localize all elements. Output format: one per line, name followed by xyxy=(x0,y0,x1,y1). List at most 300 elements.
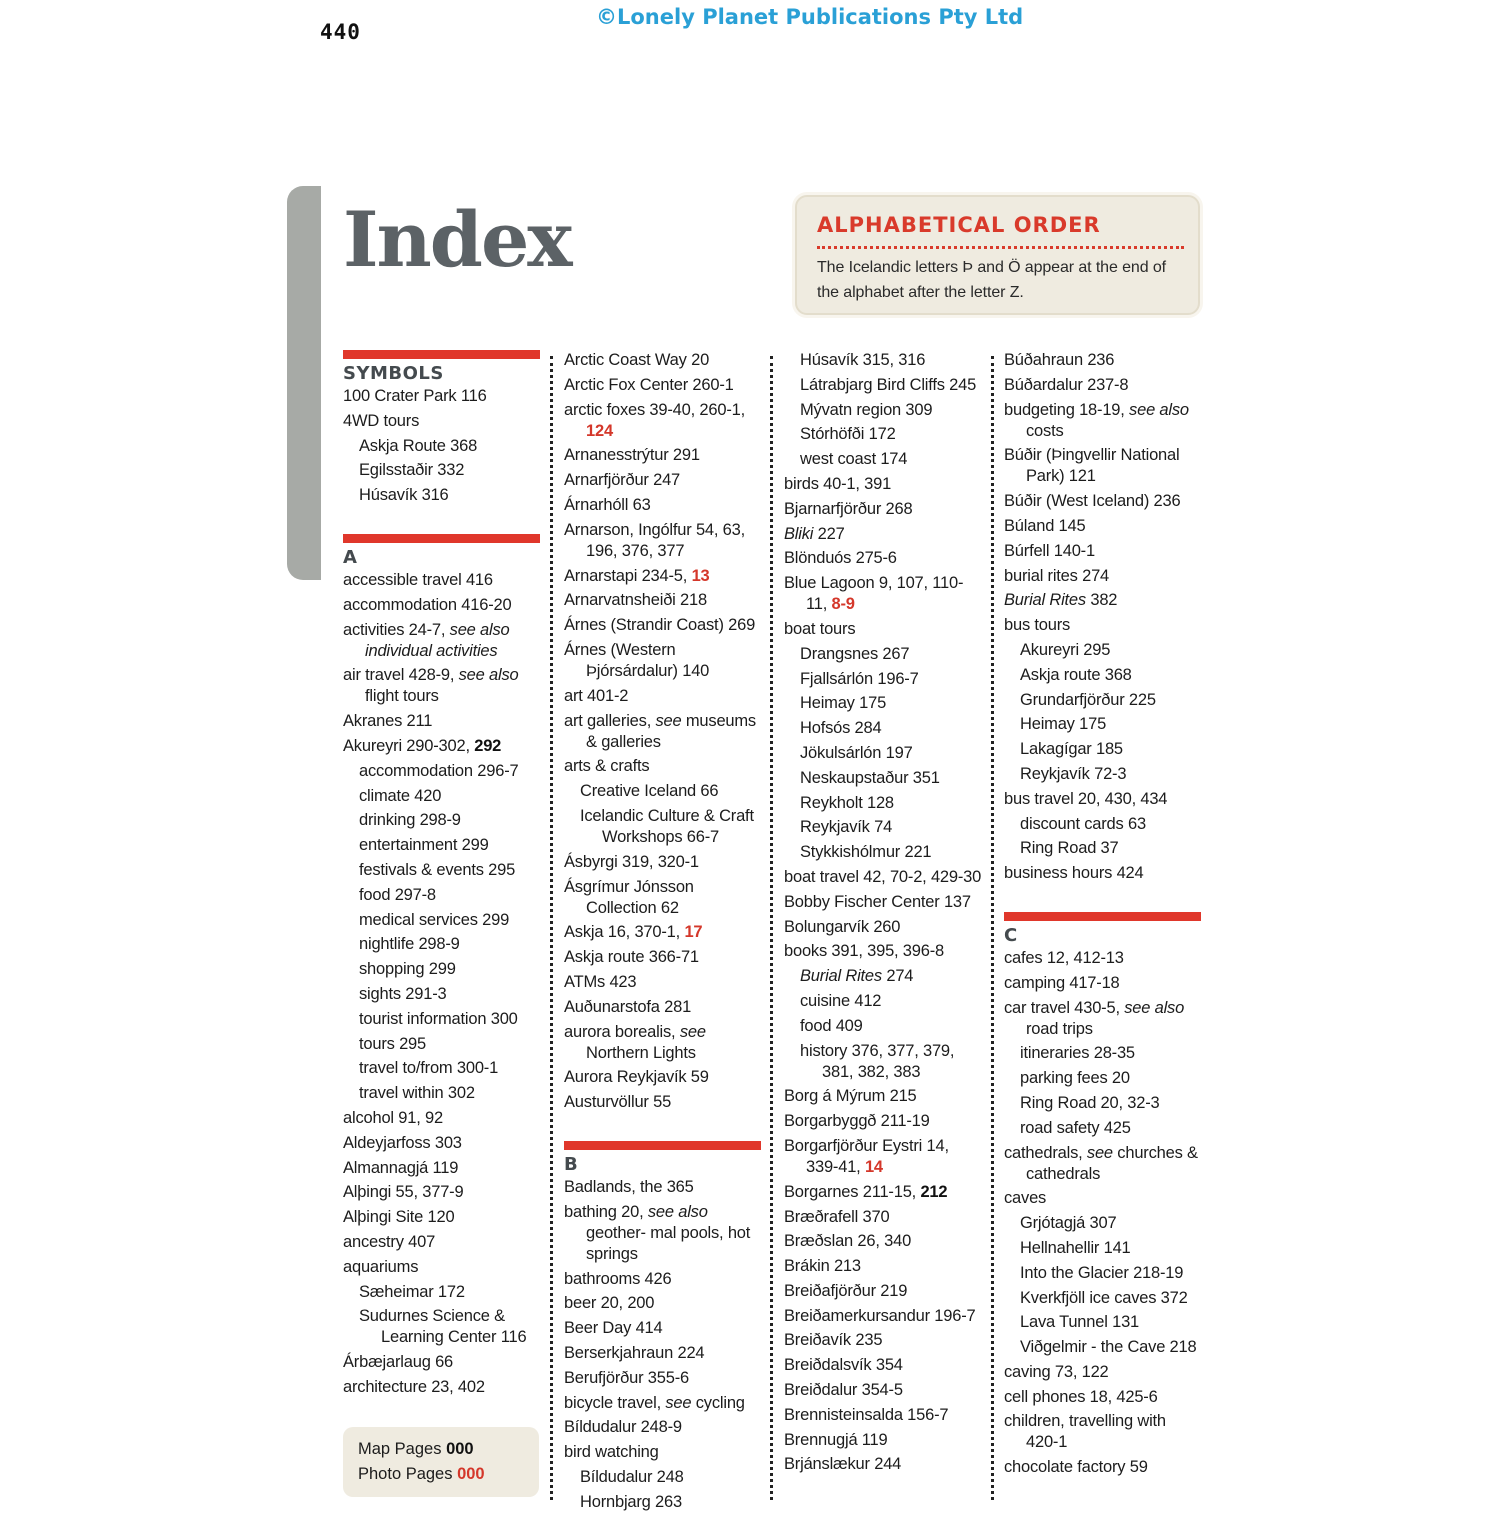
section-heading: A xyxy=(343,546,358,568)
entry-text: cuisine 412 xyxy=(800,991,882,1010)
photo-page-ref: 14 xyxy=(864,1157,883,1176)
index-subentry xyxy=(343,1009,540,1030)
map-page-ref: 212 xyxy=(920,1182,948,1201)
entry-text: birds 40-1, 391 xyxy=(784,474,892,493)
entry-text: Berufjörður 355-6 xyxy=(564,1368,690,1387)
index-subentry xyxy=(1004,838,1201,859)
map-page-ref: 292 xyxy=(474,736,502,755)
index-entry xyxy=(564,852,761,873)
index-entry xyxy=(564,1177,761,1198)
index-entry xyxy=(564,520,761,562)
entry-text: architecture 23, 402 xyxy=(343,1377,485,1396)
section-spacer xyxy=(564,1117,761,1141)
entry-text: Árnarhóll 63 xyxy=(564,495,651,514)
index-subentry xyxy=(1004,1263,1201,1284)
entry-text: Bliki xyxy=(784,524,814,543)
entry-text: food 409 xyxy=(800,1016,863,1035)
entry-text: bus travel 20, 430, 434 xyxy=(1004,789,1168,808)
index-subentry xyxy=(784,669,984,690)
entry-text: Grundarfjörður 225 xyxy=(1020,690,1156,709)
entry-text: Búðardalur 237-8 xyxy=(1004,375,1129,394)
index-subentry xyxy=(784,793,984,814)
entry-text: see also xyxy=(647,1202,708,1221)
index-entry xyxy=(343,665,540,707)
entry-text: road trips xyxy=(1026,1019,1093,1038)
entry-text: art 401-2 xyxy=(564,686,629,705)
entry-text: ancestry 407 xyxy=(343,1232,436,1251)
index-entry xyxy=(1004,615,1201,636)
index-subentry xyxy=(784,644,984,665)
index-subentry xyxy=(784,743,984,764)
index-entry xyxy=(564,997,761,1018)
index-entry xyxy=(1004,1411,1201,1453)
entry-text: museums & galleries xyxy=(586,711,756,751)
entry-text: Icelandic Culture & Craft Workshops 66-7 xyxy=(580,806,754,846)
entry-text: food 297-8 xyxy=(359,885,436,904)
index-entry xyxy=(1004,1457,1201,1478)
entry-text: churches & cathedrals xyxy=(1026,1143,1198,1183)
entry-text: aquariums xyxy=(343,1257,419,1276)
entry-text: Askja Route 368 xyxy=(359,436,478,455)
index-subentry xyxy=(343,984,540,1005)
index-column-3 xyxy=(784,350,984,1479)
index-subentry xyxy=(343,810,540,831)
index-entry xyxy=(564,375,761,396)
index-entry xyxy=(784,499,984,520)
index-subentry xyxy=(1004,690,1201,711)
entry-text: see also xyxy=(458,666,519,685)
entry-text: Stórhöfði 172 xyxy=(800,425,896,444)
entry-text: costs xyxy=(1026,421,1064,440)
index-entry xyxy=(564,1092,761,1113)
index-entry xyxy=(784,1306,984,1327)
index-subentry xyxy=(784,693,984,714)
entry-text: Blue Lagoon 9, 107, 110-11, xyxy=(784,574,964,614)
entry-text: Ring Road 20, 32-3 xyxy=(1020,1093,1160,1112)
entry-text: air travel 428-9, xyxy=(343,666,459,685)
index-subentry xyxy=(1004,1312,1201,1333)
entry-text: shopping 299 xyxy=(359,960,456,979)
index-subentry xyxy=(343,959,540,980)
entry-text: cathedrals, xyxy=(1004,1143,1087,1162)
column-divider xyxy=(770,356,773,1500)
index-entry xyxy=(1004,1143,1201,1185)
legend-map-label: Map Pages xyxy=(358,1440,447,1458)
entry-text: see also xyxy=(1129,400,1189,419)
entry-text: Ásgrímur Jónsson Collection 62 xyxy=(564,877,694,917)
entry-text: Búðir (West Iceland) 236 xyxy=(1004,492,1181,511)
entry-text: Creative Iceland 66 xyxy=(580,782,719,801)
entry-text: Arnarson, Ingólfur 54, 63, 196, 376, 377 xyxy=(564,520,745,560)
index-subentry xyxy=(343,934,540,955)
entry-text: Bíldudalur 248 xyxy=(580,1467,684,1486)
entry-text: Sudurnes Science & Learning Center 116 xyxy=(359,1307,527,1347)
entry-text: Lava Tunnel 131 xyxy=(1020,1313,1140,1332)
entry-text: Hellnahellir 141 xyxy=(1020,1238,1131,1257)
index-subentry xyxy=(1004,1093,1201,1114)
legend-photo-label: Photo Pages xyxy=(358,1465,458,1483)
entry-text: Kverkfjöll ice caves 372 xyxy=(1020,1288,1188,1307)
entry-text: Arctic Fox Center 260-1 xyxy=(564,375,734,394)
entry-text: 274 xyxy=(881,967,914,986)
copyright-notice: ©Lonely Planet Publications Pty Ltd xyxy=(596,5,1024,29)
index-entry xyxy=(564,640,761,682)
index-column-2 xyxy=(564,350,761,1516)
entry-text: Ring Road 37 xyxy=(1020,839,1119,858)
index-subentry xyxy=(1004,764,1201,785)
legend-map-pages xyxy=(358,1440,474,1459)
entry-text: Breiðamerkursandur 196-7 xyxy=(784,1306,976,1325)
index-subentry xyxy=(1004,714,1201,735)
index-entry xyxy=(784,524,984,545)
index-subentry xyxy=(343,885,540,906)
index-entry xyxy=(784,1086,984,1107)
entry-text: Húsavík 315, 316 xyxy=(800,351,926,369)
index-entry xyxy=(784,892,984,913)
index-subentry xyxy=(784,1041,984,1083)
index-entry xyxy=(784,1182,984,1203)
entry-text: parking fees 20 xyxy=(1020,1069,1130,1088)
index-entry xyxy=(564,590,761,611)
index-entry xyxy=(564,350,761,371)
entry-text: alcohol 91, 92 xyxy=(343,1108,443,1127)
index-entry xyxy=(1004,1188,1201,1209)
entry-text: itineraries 28-35 xyxy=(1020,1044,1135,1063)
index-entry xyxy=(343,1232,540,1253)
entry-text: Bræðrafell 370 xyxy=(784,1207,890,1226)
index-entry xyxy=(564,470,761,491)
chapter-side-tab xyxy=(287,186,321,580)
index-subentry xyxy=(343,1058,540,1079)
index-subentry xyxy=(784,991,984,1012)
entry-text: Arnarvatnsheiði 218 xyxy=(564,591,707,610)
entry-text: Aldeyjarfoss 303 xyxy=(343,1133,462,1152)
entry-text: Arctic Coast Way 20 xyxy=(564,351,710,369)
entry-text: tours 295 xyxy=(359,1034,426,1053)
entry-text: Borgarnes 211-15, xyxy=(784,1182,921,1201)
index-entry xyxy=(564,1269,761,1290)
entry-text: Látrabjarg Bird Cliffs 245 xyxy=(800,375,977,394)
index-entry xyxy=(784,573,984,615)
index-entry xyxy=(1004,541,1201,562)
entry-text: Askja 16, 370-1, xyxy=(564,923,685,942)
index-entry xyxy=(784,1405,984,1426)
entry-text: travel to/from 300-1 xyxy=(359,1059,499,1078)
index-entry xyxy=(564,1202,761,1265)
entry-text: Brennisteinsalda 156-7 xyxy=(784,1405,949,1424)
index-entry xyxy=(784,1207,984,1228)
entry-text: accessible travel 416 xyxy=(343,570,493,589)
entry-text: business hours 424 xyxy=(1004,864,1144,883)
index-entry xyxy=(784,1430,984,1451)
entry-text: road safety 425 xyxy=(1020,1118,1131,1137)
index-subentry xyxy=(1004,640,1201,661)
index-entry xyxy=(1004,375,1201,396)
entry-text: Breiðdalsvík 354 xyxy=(784,1356,903,1375)
index-subentry xyxy=(1004,665,1201,686)
index-subentry xyxy=(784,1016,984,1037)
index-entry xyxy=(343,1182,540,1203)
index-subentry xyxy=(784,842,984,863)
index-subentry xyxy=(564,806,761,848)
legend-photo-value: 000 xyxy=(457,1465,485,1483)
section-spacer xyxy=(343,510,540,534)
entry-text: bus tours xyxy=(1004,616,1071,635)
section-heading: SYMBOLS xyxy=(343,363,444,384)
index-subentry xyxy=(784,350,984,371)
index-subentry xyxy=(1004,1043,1201,1064)
entry-text: Heimay 175 xyxy=(1020,715,1107,734)
entry-text: history 376, 377, 379, 381, 382, 383 xyxy=(800,1041,955,1081)
page-type-legend xyxy=(343,1427,539,1497)
entry-text: arts & crafts xyxy=(564,757,650,776)
entry-text: entertainment 299 xyxy=(359,836,489,855)
entry-text: ATMs 423 xyxy=(564,972,637,991)
index-subentry xyxy=(784,424,984,445)
index-subentry xyxy=(784,966,984,987)
index-entry xyxy=(343,595,540,616)
entry-text: Breiðdalur 354-5 xyxy=(784,1381,903,1400)
index-entry xyxy=(564,1393,761,1414)
index-entry xyxy=(784,1380,984,1401)
section-heading: C xyxy=(1004,924,1018,946)
index-entry xyxy=(564,1022,761,1064)
index-subentry xyxy=(784,768,984,789)
index-subentry xyxy=(1004,1238,1201,1259)
entry-text: 4WD tours xyxy=(343,411,420,430)
index-entry xyxy=(343,1207,540,1228)
legend-map-value: 000 xyxy=(446,1440,474,1458)
entry-text: Fjallsárlón 196-7 xyxy=(800,669,919,688)
index-entry xyxy=(784,917,984,938)
index-entry xyxy=(784,619,984,640)
entry-text: see xyxy=(665,1393,692,1412)
entry-text: sights 291-3 xyxy=(359,984,447,1003)
entry-text: Grjótagjá 307 xyxy=(1020,1214,1117,1233)
index-entry xyxy=(1004,998,1201,1040)
section-heading: B xyxy=(564,1153,579,1175)
index-column-1 xyxy=(343,350,540,1402)
entry-text: camping 417-18 xyxy=(1004,973,1120,992)
entry-text: Breiðafjörður 219 xyxy=(784,1281,908,1300)
index-entry xyxy=(343,1158,540,1179)
entry-text: Akureyri 290-302, xyxy=(343,736,475,755)
entry-text: bathrooms 426 xyxy=(564,1269,672,1288)
index-entry xyxy=(343,736,540,757)
index-entry xyxy=(564,877,761,919)
index-subentry xyxy=(1004,1288,1201,1309)
entry-text: Reykholt 128 xyxy=(800,793,894,812)
index-subentry xyxy=(1004,1118,1201,1139)
entry-text: Árbæjarlaug 66 xyxy=(343,1353,454,1372)
entry-text: Arnarstapi 234-5, xyxy=(564,566,692,585)
entry-text: cafes 12, 412-13 xyxy=(1004,948,1124,967)
index-entry xyxy=(1004,1387,1201,1408)
entry-text: 382 xyxy=(1085,591,1118,610)
index-entry xyxy=(1004,516,1201,537)
index-entry xyxy=(784,548,984,569)
entry-text: Búðahraun 236 xyxy=(1004,351,1115,369)
entry-text: Búrfell 140-1 xyxy=(1004,541,1095,560)
entry-text: arctic foxes 39-40, 260-1, xyxy=(564,400,745,419)
entry-text: bicycle travel, xyxy=(564,1393,666,1412)
index-entry xyxy=(564,495,761,516)
entry-text: Bíldudalur 248-9 xyxy=(564,1418,682,1437)
index-subentry xyxy=(343,485,540,506)
entry-text: nightlife 298-9 xyxy=(359,935,460,954)
index-subentry xyxy=(1004,1213,1201,1234)
index-entry xyxy=(784,1111,984,1132)
index-entry xyxy=(1004,1362,1201,1383)
entry-text: Arnarfjörður 247 xyxy=(564,471,681,490)
entry-text: bird watching xyxy=(564,1443,659,1462)
photo-page-ref: 17 xyxy=(684,923,703,942)
entry-text: Búland 145 xyxy=(1004,516,1086,535)
entry-text: 227 xyxy=(813,524,845,543)
alphabetical-order-box xyxy=(795,195,1200,315)
index-subentry xyxy=(1004,739,1201,760)
entry-text: Austurvöllur 55 xyxy=(564,1093,672,1112)
entry-text: Mývatn region 309 xyxy=(800,400,933,419)
entry-text: Hornbjarg 263 xyxy=(580,1492,682,1511)
entry-text: Arnanesstrýtur 291 xyxy=(564,446,700,465)
index-entry xyxy=(784,1330,984,1351)
entry-text: see also xyxy=(1124,998,1185,1017)
entry-text: west coast 174 xyxy=(800,450,908,469)
index-entry xyxy=(1004,566,1201,587)
index-entry xyxy=(564,445,761,466)
index-entry xyxy=(1004,863,1201,884)
entry-text: Borgarbyggð 211-19 xyxy=(784,1112,930,1131)
index-entry xyxy=(564,1417,761,1438)
index-entry xyxy=(1004,491,1201,512)
index-subentry xyxy=(784,449,984,470)
index-subentry xyxy=(343,1306,540,1348)
entry-text: Borg á Mýrum 215 xyxy=(784,1087,917,1106)
index-entry xyxy=(343,711,540,732)
photo-page-ref: 124 xyxy=(586,421,613,440)
entry-text: aurora borealis, xyxy=(564,1022,680,1041)
entry-text: Húsavík 316 xyxy=(359,486,449,505)
entry-text: discount cards 63 xyxy=(1020,814,1146,833)
entry-text: see xyxy=(1086,1143,1113,1162)
entry-text: budgeting 18-19, xyxy=(1004,400,1130,419)
index-entry xyxy=(564,615,761,636)
index-subentry xyxy=(564,1492,761,1513)
index-subentry xyxy=(343,835,540,856)
entry-text: flight tours xyxy=(365,687,439,706)
index-subentry xyxy=(1004,814,1201,835)
entry-text: Alþingi Site 120 xyxy=(343,1208,455,1227)
entry-text: Askja route 368 xyxy=(1020,665,1132,684)
index-entry xyxy=(343,620,540,662)
index-entry xyxy=(343,570,540,591)
entry-text: medical services 299 xyxy=(359,910,510,929)
entry-text: Beer Day 414 xyxy=(564,1319,663,1338)
index-entry xyxy=(564,972,761,993)
entry-text: drinking 298-9 xyxy=(359,811,461,830)
index-subentry xyxy=(343,786,540,807)
entry-text: chocolate factory 59 xyxy=(1004,1458,1148,1477)
entry-text: Akranes 211 xyxy=(343,712,433,731)
entry-text: travel within 302 xyxy=(359,1084,475,1103)
index-entry xyxy=(564,711,761,753)
section-bar xyxy=(343,534,540,543)
entry-text: Sæheimar 172 xyxy=(359,1282,465,1301)
page-number: 440 xyxy=(320,20,361,44)
index-subentry xyxy=(343,1282,540,1303)
index-entry xyxy=(564,1067,761,1088)
entry-text: Into the Glacier 218-19 xyxy=(1020,1263,1184,1282)
entry-text: Alþingi 55, 377-9 xyxy=(343,1183,464,1202)
index-entry xyxy=(1004,400,1201,442)
dotted-divider xyxy=(817,246,1184,249)
entry-text: Bolungarvík 260 xyxy=(784,917,901,936)
entry-text: activities 24-7, xyxy=(343,620,450,639)
index-subentry xyxy=(564,1467,761,1488)
index-entry xyxy=(1004,445,1201,487)
index-entry xyxy=(343,1257,540,1278)
page-title: Index xyxy=(343,195,571,284)
index-entry xyxy=(1004,590,1201,611)
section-bar xyxy=(343,350,540,359)
index-entry xyxy=(784,941,984,962)
index-entry xyxy=(1004,973,1201,994)
entry-text: see xyxy=(679,1022,706,1041)
entry-text: Lakagígar 185 xyxy=(1020,740,1123,759)
index-entry xyxy=(564,947,761,968)
entry-text: Burial Rites xyxy=(1004,591,1086,610)
index-entry xyxy=(564,756,761,777)
entry-text: Neskaupstaður 351 xyxy=(800,768,940,787)
entry-text: Auðunarstofa 281 xyxy=(564,997,692,1016)
entry-text: caves xyxy=(1004,1189,1047,1208)
index-column-4 xyxy=(1004,350,1201,1482)
index-entry xyxy=(564,1442,761,1463)
entry-text: Badlands, the 365 xyxy=(564,1177,694,1196)
entry-text: books 391, 395, 396-8 xyxy=(784,942,945,961)
entry-text: caving 73, 122 xyxy=(1004,1362,1109,1381)
entry-text: Brákin 213 xyxy=(784,1257,861,1276)
index-entry xyxy=(564,922,761,943)
entry-text: Blönduós 275-6 xyxy=(784,549,897,568)
entry-text: Árnes (Strandir Coast) 269 xyxy=(564,616,756,635)
index-entry xyxy=(1004,350,1201,371)
index-subentry xyxy=(343,1083,540,1104)
index-subentry xyxy=(343,436,540,457)
entry-text: accommodation 416-20 xyxy=(343,595,512,614)
index-entry xyxy=(784,1454,984,1475)
entry-text: Aurora Reykjavík 59 xyxy=(564,1068,709,1087)
entry-text: Hofsós 284 xyxy=(800,719,882,738)
entry-text: tourist information 300 xyxy=(359,1009,518,1028)
index-entry xyxy=(343,1108,540,1129)
entry-text: Ásbyrgi 319, 320-1 xyxy=(564,852,699,871)
index-entry xyxy=(343,411,540,432)
index-entry xyxy=(1004,789,1201,810)
alphabetical-order-text: The Icelandic letters Þ and Ö appear at the end of the alphabet after the letter Z. xyxy=(817,259,1167,301)
index-subentry xyxy=(784,400,984,421)
entry-text: art galleries, xyxy=(564,711,656,730)
entry-text: burial rites 274 xyxy=(1004,566,1110,585)
index-entry xyxy=(784,1355,984,1376)
photo-page-ref: 13 xyxy=(691,566,710,585)
index-subentry xyxy=(1004,1068,1201,1089)
entry-text: children, travelling with 420-1 xyxy=(1004,1412,1166,1452)
index-entry xyxy=(564,1318,761,1339)
index-entry xyxy=(564,686,761,707)
entry-text: bathing 20, xyxy=(564,1202,648,1221)
